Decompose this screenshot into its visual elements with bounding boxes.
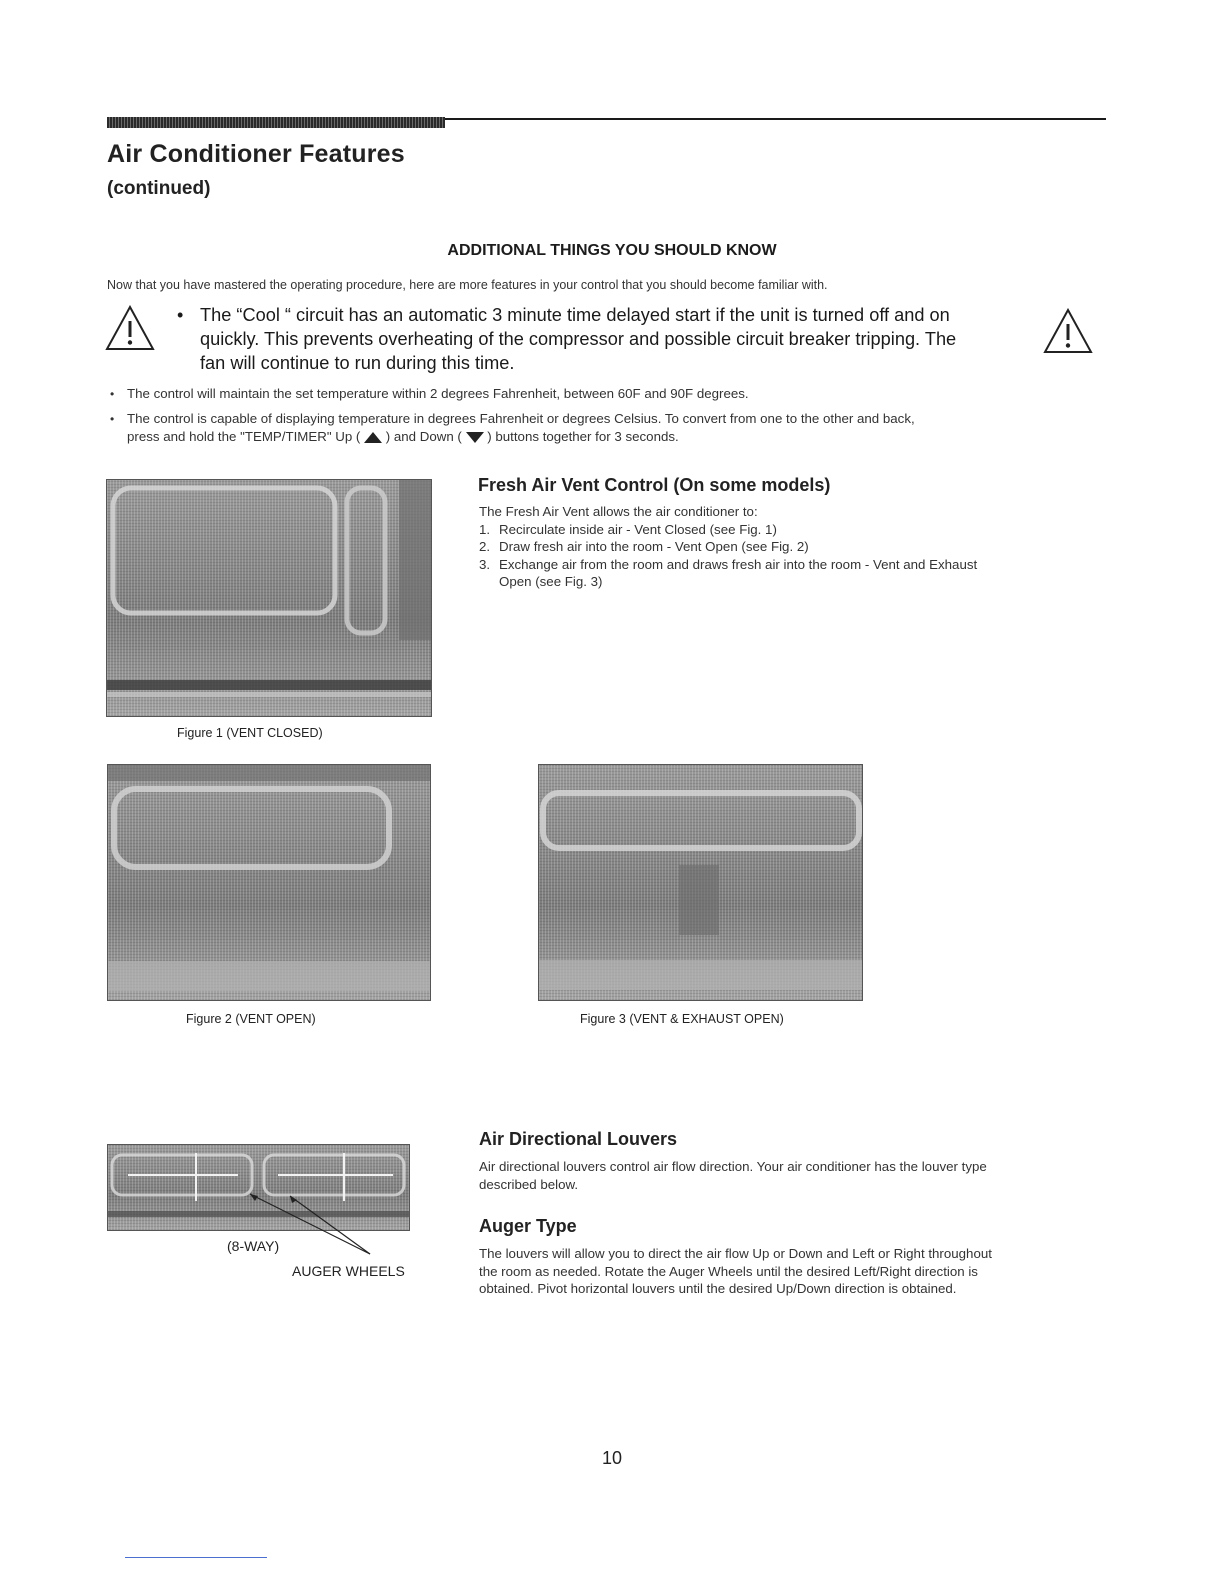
figure-1-caption: Figure 1 (VENT CLOSED) bbox=[177, 726, 323, 740]
list-item: 2. Draw fresh air into the room - Vent Open (see Fig. 2) bbox=[479, 539, 809, 554]
fresh-air-text bbox=[479, 503, 1099, 591]
fresh-air-heading: Fresh Air Vent Control (On some models) bbox=[478, 475, 831, 495]
list-item-continued: Open (see Fig. 3) bbox=[499, 574, 603, 589]
warning-line: fan will continue to run during this time. bbox=[200, 353, 515, 373]
figure-2-caption: Figure 2 (VENT OPEN) bbox=[186, 1012, 316, 1026]
auger-heading: Auger Type bbox=[479, 1216, 577, 1236]
figure-1-photo bbox=[106, 479, 432, 717]
warning-text bbox=[200, 303, 1030, 375]
bullet-line bbox=[127, 428, 1117, 446]
list-item: 1. Recirculate inside air - Vent Closed (see Fig. 1) bbox=[479, 521, 777, 537]
warning-bullet: • bbox=[177, 305, 184, 325]
auger-text bbox=[479, 1245, 1109, 1298]
text-line: obtained. Pivot horizontal louvers until the desired Up/Down direction is obtained. bbox=[479, 1281, 957, 1296]
bullet-item bbox=[127, 410, 1117, 446]
louvers-text bbox=[479, 1158, 1109, 1193]
down-arrow-icon bbox=[466, 432, 484, 443]
warning-line: The “Cool “ circuit has an automatic 3 minute time delayed start if the unit is turned off and on bbox=[200, 305, 950, 325]
bullet-line-part: ) buttons together for 3 seconds. bbox=[483, 429, 679, 444]
vent-exhaust-open-illustration bbox=[539, 765, 863, 1001]
footer-line bbox=[125, 1557, 267, 1558]
text-line: The louvers will allow you to direct the air flow Up or Down and Left or Right throughout bbox=[479, 1246, 992, 1261]
page-subtitle: (continued) bbox=[107, 178, 211, 199]
page-number: 10 bbox=[601, 1448, 623, 1468]
bullet-line-part: press and hold the "TEMP/TIMER" Up ( bbox=[127, 429, 365, 444]
bullet-dot: • bbox=[110, 412, 115, 426]
fresh-air-intro: The Fresh Air Vent allows the air conditioner to: bbox=[479, 504, 758, 519]
vent-open-illustration bbox=[108, 765, 431, 1001]
bullet-line-part: ) and Down ( bbox=[382, 429, 466, 444]
header-rule bbox=[445, 118, 1106, 120]
text-line: described below. bbox=[479, 1176, 579, 1192]
up-arrow-icon bbox=[364, 432, 382, 443]
louvers-heading: Air Directional Louvers bbox=[479, 1129, 678, 1149]
warning-triangle-icon bbox=[1043, 308, 1093, 354]
text-line: Air directional louvers control air flow direction. Your air conditioner has the louver type bbox=[479, 1159, 987, 1174]
section-heading: ADDITIONAL THINGS YOU SHOULD KNOW bbox=[447, 242, 777, 259]
figure-3-photo bbox=[538, 764, 863, 1001]
label-8-way: (8-WAY) bbox=[227, 1238, 280, 1254]
bullet-dot: • bbox=[110, 387, 115, 401]
list-item: 3. Exchange air from the room and draws fresh air into the room - Vent and Exhaust bbox=[479, 556, 978, 572]
page-title: Air Conditioner Features bbox=[107, 140, 405, 168]
figure-2-photo bbox=[107, 764, 431, 1001]
figure-3-caption: Figure 3 (VENT & EXHAUST OPEN) bbox=[580, 1012, 784, 1026]
bullet-line: The control is capable of displaying temperature in degrees Fahrenheit or degrees Celsius. To convert from one to the other and back, bbox=[127, 411, 915, 426]
header-accent-bar bbox=[107, 117, 445, 128]
label-auger-wheels: AUGER WHEELS bbox=[292, 1263, 405, 1279]
text-line: the room as needed. Rotate the Auger Wheels until the desired Left/Right direction is bbox=[479, 1263, 978, 1279]
bullet-item: The control will maintain the set temperature within 2 degrees Fahrenheit, between 60F and 90F degrees. bbox=[127, 386, 749, 401]
vent-closed-illustration bbox=[107, 480, 432, 717]
warning-triangle-icon bbox=[105, 305, 155, 351]
intro-text: Now that you have mastered the operating procedure, here are more features in your control that you should become familiar with. bbox=[107, 278, 828, 292]
warning-line: quickly. This prevents overheating of the compressor and possible circuit breaker tripping. The bbox=[200, 329, 957, 349]
